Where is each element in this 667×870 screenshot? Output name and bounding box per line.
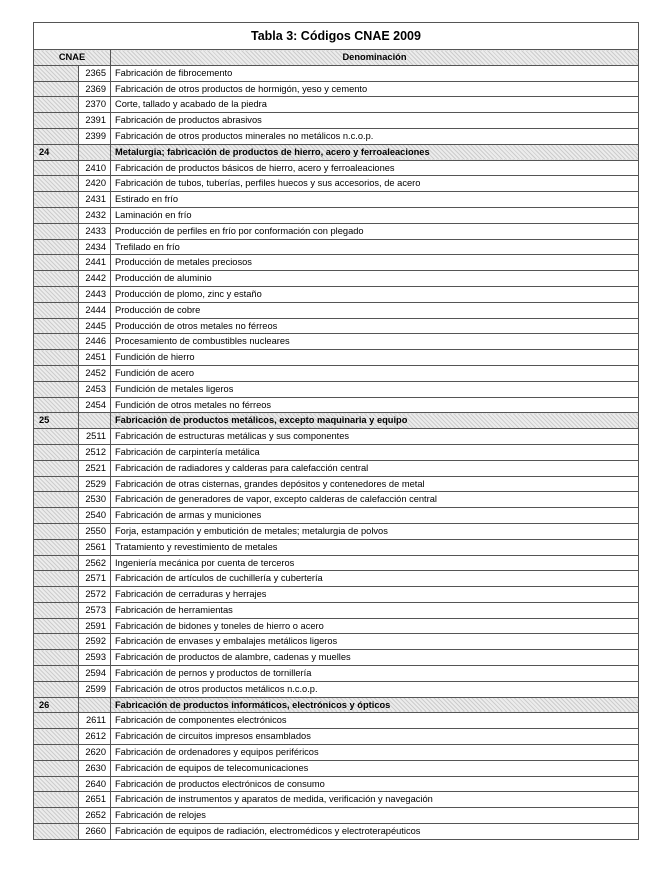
row-group-spacer [34, 602, 79, 618]
table-row [34, 350, 639, 366]
row-name: Trefilado en frío [111, 239, 639, 255]
header-cnae: CNAE [34, 50, 111, 66]
row-group-spacer [34, 128, 79, 144]
row-group-spacer [34, 160, 79, 176]
table-row [34, 729, 639, 745]
row-code: 2432 [79, 207, 111, 223]
row-group-spacer [34, 365, 79, 381]
row-code: 2660 [79, 824, 111, 840]
group-row [34, 413, 639, 429]
row-code: 2433 [79, 223, 111, 239]
row-code: 2444 [79, 302, 111, 318]
row-code: 2652 [79, 808, 111, 824]
table-row [34, 444, 639, 460]
row-name: Fundición de otros metales no férreos [111, 397, 639, 413]
row-group-spacer [34, 65, 79, 81]
row-name: Fabricación de productos abrasivos [111, 113, 639, 129]
group-name: Metalurgia; fabricación de productos de hierro, acero y ferroaleaciones [111, 144, 639, 160]
row-name: Fabricación de instrumentos y aparatos de medida, verificación y navegación [111, 792, 639, 808]
cnae-document [33, 22, 638, 840]
row-code: 2365 [79, 65, 111, 81]
row-code: 2420 [79, 176, 111, 192]
row-code: 2529 [79, 476, 111, 492]
table-row [34, 539, 639, 555]
table-row [34, 666, 639, 682]
group-name: Fabricación de productos metálicos, excepto maquinaria y equipo [111, 413, 639, 429]
row-group-spacer [34, 176, 79, 192]
row-group-spacer [34, 286, 79, 302]
row-group-spacer [34, 223, 79, 239]
group-row [34, 697, 639, 713]
table-row [34, 255, 639, 271]
row-code: 2591 [79, 618, 111, 634]
row-name: Fabricación de carpintería metálica [111, 444, 639, 460]
row-code: 2511 [79, 429, 111, 445]
row-group-spacer [34, 666, 79, 682]
row-code: 2571 [79, 571, 111, 587]
row-name: Fabricación de tubos, tuberías, perfiles huecos y sus accesorios, de acero [111, 176, 639, 192]
table-row [34, 650, 639, 666]
table-row [34, 365, 639, 381]
row-code: 2451 [79, 350, 111, 366]
row-name: Fabricación de circuitos impresos ensamblados [111, 729, 639, 745]
table-row [34, 271, 639, 287]
table-row [34, 634, 639, 650]
table-row [34, 286, 639, 302]
row-name: Producción de plomo, zinc y estaño [111, 286, 639, 302]
row-name: Fundición de metales ligeros [111, 381, 639, 397]
row-name: Fabricación de cerraduras y herrajes [111, 587, 639, 603]
row-code: 2441 [79, 255, 111, 271]
row-name: Tratamiento y revestimiento de metales [111, 539, 639, 555]
row-code: 2611 [79, 713, 111, 729]
row-group-spacer [34, 381, 79, 397]
table-row [34, 97, 639, 113]
table-title: Tabla 3: Códigos CNAE 2009 [34, 23, 639, 50]
row-name: Fabricación de otros productos metálicos n.c.o.p. [111, 681, 639, 697]
row-code: 2620 [79, 745, 111, 761]
row-group-spacer [34, 255, 79, 271]
row-name: Fabricación de armas y municiones [111, 508, 639, 524]
group-name: Fabricación de productos informáticos, electrónicos y ópticos [111, 697, 639, 713]
table-row [34, 113, 639, 129]
table-row [34, 318, 639, 334]
row-group-spacer [34, 808, 79, 824]
row-group-spacer [34, 271, 79, 287]
table-row [34, 602, 639, 618]
row-group-spacer [34, 587, 79, 603]
row-name: Fundición de acero [111, 365, 639, 381]
row-name: Fabricación de otras cisternas, grandes depósitos y contenedores de metal [111, 476, 639, 492]
row-name: Corte, tallado y acabado de la piedra [111, 97, 639, 113]
table-row [34, 571, 639, 587]
table-row [34, 476, 639, 492]
row-group-spacer [34, 745, 79, 761]
row-name: Fabricación de equipos de telecomunicaciones [111, 760, 639, 776]
row-code: 2593 [79, 650, 111, 666]
row-code: 2572 [79, 587, 111, 603]
row-name: Fabricación de otros productos de hormigón, yeso y cemento [111, 81, 639, 97]
row-code: 2594 [79, 666, 111, 682]
table-row [34, 223, 639, 239]
table-row [34, 492, 639, 508]
row-group-spacer [34, 634, 79, 650]
row-group-spacer [34, 492, 79, 508]
row-name: Ingeniería mecánica por cuenta de terceros [111, 555, 639, 571]
row-code: 2446 [79, 334, 111, 350]
table-row [34, 334, 639, 350]
group-code: 26 [34, 697, 79, 713]
row-name: Fabricación de estructuras metálicas y sus componentes [111, 429, 639, 445]
row-code: 2442 [79, 271, 111, 287]
row-group-spacer [34, 429, 79, 445]
table-row [34, 81, 639, 97]
table-row [34, 176, 639, 192]
row-name: Producción de perfiles en frío por conformación con plegado [111, 223, 639, 239]
row-name: Fabricación de relojes [111, 808, 639, 824]
row-name: Producción de cobre [111, 302, 639, 318]
header-denominacion: Denominación [111, 50, 639, 66]
row-code: 2452 [79, 365, 111, 381]
table-row [34, 192, 639, 208]
group-code: 25 [34, 413, 79, 429]
row-code: 2630 [79, 760, 111, 776]
row-group-spacer [34, 776, 79, 792]
row-group-spacer [34, 824, 79, 840]
row-group-spacer [34, 508, 79, 524]
row-name: Fabricación de componentes electrónicos [111, 713, 639, 729]
row-name: Fabricación de productos de alambre, cadenas y muelles [111, 650, 639, 666]
table-row [34, 239, 639, 255]
row-code: 2530 [79, 492, 111, 508]
table-row [34, 555, 639, 571]
table-header-row [34, 50, 639, 66]
row-code: 2445 [79, 318, 111, 334]
table-row [34, 776, 639, 792]
row-code: 2561 [79, 539, 111, 555]
row-code: 2443 [79, 286, 111, 302]
row-group-spacer [34, 350, 79, 366]
row-group-spacer [34, 460, 79, 476]
row-code: 2399 [79, 128, 111, 144]
row-code: 2434 [79, 239, 111, 255]
table-row [34, 381, 639, 397]
table-row [34, 523, 639, 539]
row-group-spacer [34, 571, 79, 587]
group-row [34, 144, 639, 160]
row-group-spacer [34, 476, 79, 492]
row-group-spacer [34, 760, 79, 776]
row-code: 2599 [79, 681, 111, 697]
row-group-spacer [34, 618, 79, 634]
table-row [34, 745, 639, 761]
row-group-spacer [34, 539, 79, 555]
row-group-spacer [34, 729, 79, 745]
row-code: 2521 [79, 460, 111, 476]
row-group-spacer [34, 713, 79, 729]
group-code-spacer [79, 144, 111, 160]
row-name: Fabricación de pernos y productos de tornillería [111, 666, 639, 682]
row-group-spacer [34, 792, 79, 808]
row-name: Fabricación de radiadores y calderas para calefacción central [111, 460, 639, 476]
row-name: Producción de otros metales no férreos [111, 318, 639, 334]
row-name: Fundición de hierro [111, 350, 639, 366]
row-code: 2592 [79, 634, 111, 650]
table-row [34, 207, 639, 223]
row-code: 2369 [79, 81, 111, 97]
row-name: Procesamiento de combustibles nucleares [111, 334, 639, 350]
table-row [34, 587, 639, 603]
table-row [34, 128, 639, 144]
row-group-spacer [34, 555, 79, 571]
row-group-spacer [34, 113, 79, 129]
row-group-spacer [34, 207, 79, 223]
table-row [34, 824, 639, 840]
cnae-table [33, 22, 639, 840]
row-name: Fabricación de fibrocemento [111, 65, 639, 81]
row-name: Fabricación de equipos de radiación, electromédicos y electroterapéuticos [111, 824, 639, 840]
row-name: Fabricación de envases y embalajes metálicos ligeros [111, 634, 639, 650]
row-code: 2512 [79, 444, 111, 460]
table-row [34, 681, 639, 697]
row-name: Laminación en frío [111, 207, 639, 223]
group-code-spacer [79, 697, 111, 713]
row-group-spacer [34, 318, 79, 334]
row-code: 2550 [79, 523, 111, 539]
row-group-spacer [34, 681, 79, 697]
row-group-spacer [34, 650, 79, 666]
row-name: Fabricación de herramientas [111, 602, 639, 618]
row-name: Fabricación de productos básicos de hierro, acero y ferroaleaciones [111, 160, 639, 176]
table-row [34, 508, 639, 524]
row-code: 2562 [79, 555, 111, 571]
row-group-spacer [34, 192, 79, 208]
group-code: 24 [34, 144, 79, 160]
row-code: 2651 [79, 792, 111, 808]
row-group-spacer [34, 334, 79, 350]
row-group-spacer [34, 97, 79, 113]
row-name: Fabricación de bidones y toneles de hierro o acero [111, 618, 639, 634]
table-row [34, 460, 639, 476]
row-group-spacer [34, 397, 79, 413]
table-row [34, 792, 639, 808]
table-row [34, 302, 639, 318]
row-code: 2453 [79, 381, 111, 397]
row-code: 2431 [79, 192, 111, 208]
table-row [34, 65, 639, 81]
row-name: Producción de aluminio [111, 271, 639, 287]
row-code: 2391 [79, 113, 111, 129]
row-code: 2573 [79, 602, 111, 618]
row-name: Fabricación de generadores de vapor, excepto calderas de calefacción central [111, 492, 639, 508]
row-group-spacer [34, 239, 79, 255]
row-name: Fabricación de ordenadores y equipos periféricos [111, 745, 639, 761]
row-group-spacer [34, 302, 79, 318]
row-name: Fabricación de otros productos minerales no metálicos n.c.o.p. [111, 128, 639, 144]
row-group-spacer [34, 523, 79, 539]
table-row [34, 713, 639, 729]
group-code-spacer [79, 413, 111, 429]
row-name: Producción de metales preciosos [111, 255, 639, 271]
row-code: 2370 [79, 97, 111, 113]
table-row [34, 160, 639, 176]
row-code: 2612 [79, 729, 111, 745]
row-group-spacer [34, 444, 79, 460]
row-name: Fabricación de artículos de cuchillería y cubertería [111, 571, 639, 587]
table-row [34, 808, 639, 824]
row-code: 2540 [79, 508, 111, 524]
table-title-row [34, 23, 639, 50]
row-name: Forja, estampación y embutición de metales; metalurgia de polvos [111, 523, 639, 539]
row-code: 2640 [79, 776, 111, 792]
table-row [34, 397, 639, 413]
table-row [34, 760, 639, 776]
table-body [34, 65, 639, 839]
table-row [34, 429, 639, 445]
row-name: Estirado en frío [111, 192, 639, 208]
row-group-spacer [34, 81, 79, 97]
row-code: 2454 [79, 397, 111, 413]
row-code: 2410 [79, 160, 111, 176]
table-row [34, 618, 639, 634]
row-name: Fabricación de productos electrónicos de consumo [111, 776, 639, 792]
